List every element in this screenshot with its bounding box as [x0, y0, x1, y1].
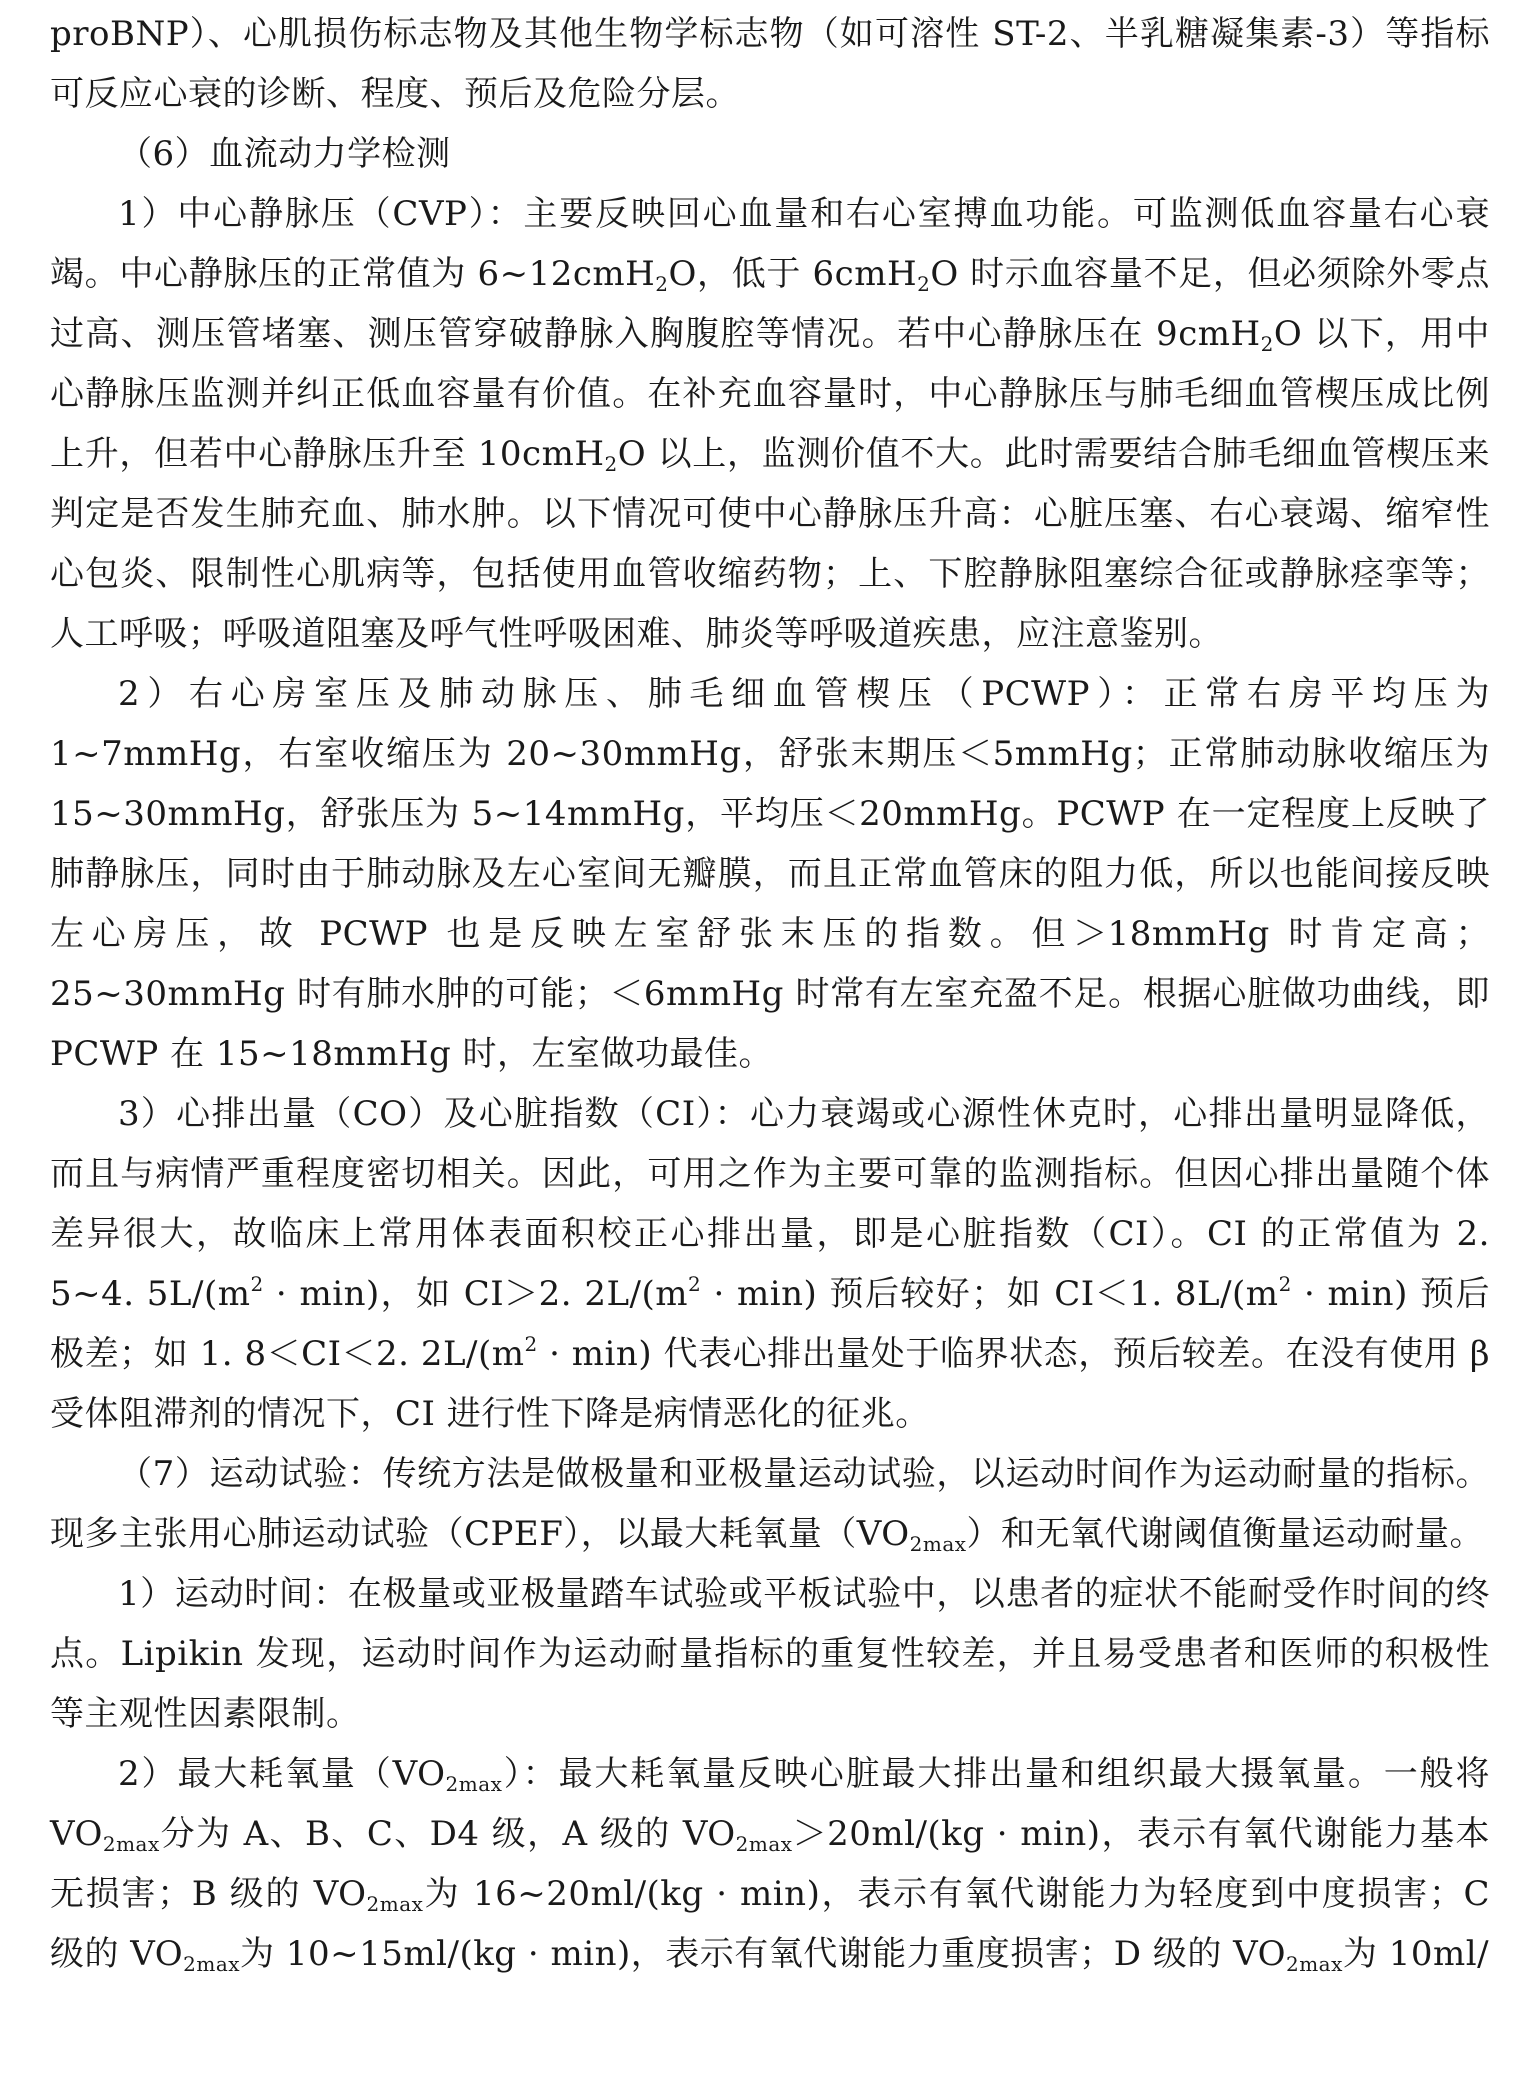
subscript-text: 2max — [102, 1832, 160, 1856]
text-run: 3）心排出量（CO）及心脏指数（CI）：心力衰竭或心源性休克时，心排出量明显降低，而且与病情严重程度密切相关。因此，可用之作为主要可靠的监测指标。但因心排出量随个体差异很大，故临床上常用体表面积校正心排出量，即是心脏指数（CI）。CI 的正常值为 2. 5~4. 5L/(m — [50, 1094, 1490, 1314]
text-run: ）和无氧代谢阈值衡量运动耐量。 — [966, 1514, 1485, 1554]
text-run: ＞20ml/(kg · min)，表示有氧代谢能力基本无损害；B 级的 VO — [50, 1814, 1490, 1914]
text-run: · min) 代表心排出量处于临界状态，预后较差。在没有使用 β 受体阻滞剂的情况下，CI 进行性下降是病情恶化的征兆。 — [50, 1334, 1490, 1434]
subscript-text: 2max — [445, 1772, 503, 1796]
subscript-text: 2 — [655, 272, 669, 296]
section-heading-hemodynamics — [50, 124, 1490, 184]
text-run: 1）中心静脉压（CVP）：主要反映回心血量和右心室搏血功能。可监测低血容量右心衰竭。中心静脉压的正常值为 6~12cmH — [50, 194, 1490, 294]
subscript-text: 2 — [604, 452, 618, 476]
text-run: · min) 预后极差；如 1. 8＜CI＜2. 2L/(m — [50, 1274, 1490, 1374]
superscript-text: 2 — [688, 1272, 702, 1296]
superscript-text: 2 — [1278, 1272, 1292, 1296]
text-run: 为 10~15ml/(kg · min)，表示有氧代谢能力重度损害；D 级的 VO — [240, 1934, 1286, 1974]
text-run: 为 16~20ml/(kg · min)，表示有氧代谢能力为轻度到中度损害；C 级的 VO — [50, 1874, 1490, 1974]
text-run: 2）右心房室压及肺动脉压、肺毛细血管楔压（PCWP）：正常右房平均压为 1~7mmHg，右室收缩压为 20~30mmHg，舒张末期压＜5mmHg；正常肺动脉收缩压为 15~30mmHg，舒张压为 5~14mmHg，平均压＜20mmHg。PCWP 在一定程度上反映了肺静脉压，同时由于肺动脉及左心室间无瓣膜，而且正常血管床的阻力低，所以也能间接反映左心房压，故 PCWP 也是反映左室舒张末压的指数。但＞18mmHg 时肯定高；25~30mmHg 时有肺水肿的可能；＜6mmHg 时常有左室充盈不足。根据心脏做功曲线，即 PCWP 在 15~18mmHg 时，左室做功最佳。 — [50, 674, 1490, 1074]
paragraph-cardiac-output — [50, 1084, 1490, 1444]
subscript-text: 2max — [366, 1892, 424, 1916]
paragraph-vo2max — [50, 1744, 1490, 1984]
superscript-text: 2 — [524, 1332, 538, 1356]
section-heading-exercise-test — [50, 1444, 1490, 1564]
paragraph-exercise-time — [50, 1564, 1490, 1744]
text-run: ）：最大耗氧量反映心脏最大排出量和组织最大摄氧量。一般将 VO — [50, 1754, 1491, 1854]
document-page — [50, 4, 1490, 1984]
text-run: 2）最大耗氧量（VO — [118, 1754, 446, 1794]
superscript-text: 2 — [250, 1272, 264, 1296]
text-run: （6）血流动力学检测 — [118, 134, 451, 174]
paragraph-biomarkers-continued — [50, 4, 1490, 124]
text-run: （7）运动试验：传统方法是做极量和亚极量运动试验，以运动时间作为运动耐量的指标。现多主张用心肺运动试验（CPEF），以最大耗氧量（VO — [50, 1454, 1490, 1554]
paragraph-pcwp — [50, 664, 1490, 1084]
text-run: · min)，如 CI＞2. 2L/(m — [263, 1274, 689, 1314]
subscript-text: 2max — [909, 1532, 967, 1556]
text-run: O，低于 6cmH — [668, 254, 918, 294]
subscript-text: 2max — [183, 1952, 241, 1976]
text-run: 分为 A、B、C、D4 级，A 级的 VO — [159, 1814, 736, 1854]
text-run: 为 10ml/ — [1342, 1934, 1490, 1974]
subscript-text: 2 — [1260, 332, 1274, 356]
text-run: proBNP）、心肌损伤标志物及其他生物学标志物（如可溶性 ST-2、半乳糖凝集素-3）等指标可反应心衰的诊断、程度、预后及危险分层。 — [50, 14, 1490, 114]
subscript-text: 2max — [735, 1832, 793, 1856]
text-run: 1）运动时间：在极量或亚极量踏车试验或平板试验中，以患者的症状不能耐受作时间的终点。Lipikin 发现，运动时间作为运动耐量指标的重复性较差，并且易受患者和医师的积极性等主观性因素限制。 — [50, 1574, 1490, 1734]
text-run: O 以下，用中心静脉压监测并纠正低血容量有价值。在补充血容量时，中心静脉压与肺毛细血管楔压成比例上升，但若中心静脉压升至 10cmH — [50, 314, 1491, 474]
text-run: · min) 预后较好；如 CI＜1. 8L/(m — [701, 1274, 1279, 1314]
text-run: O 时示血容量不足，但必须除外零点过高、测压管堵塞、测压管穿破静脉入胸腹腔等情况。若中心静脉压在 9cmH — [50, 254, 1490, 354]
text-run: O 以上，监测价值不大。此时需要结合肺毛细血管楔压来判定是否发生肺充血、肺水肿。以下情况可使中心静脉压升高：心脏压塞、右心衰竭、缩窄性心包炎、限制性心肌病等，包括使用血管收缩药物；上、下腔静脉阻塞综合征或静脉痉挛等；人工呼吸；呼吸道阻塞及呼气性呼吸困难、肺炎等呼吸道疾患，应注意鉴别。 — [50, 434, 1490, 654]
subscript-text: 2 — [917, 272, 931, 296]
paragraph-cvp — [50, 184, 1490, 664]
subscript-text: 2max — [1285, 1952, 1343, 1976]
